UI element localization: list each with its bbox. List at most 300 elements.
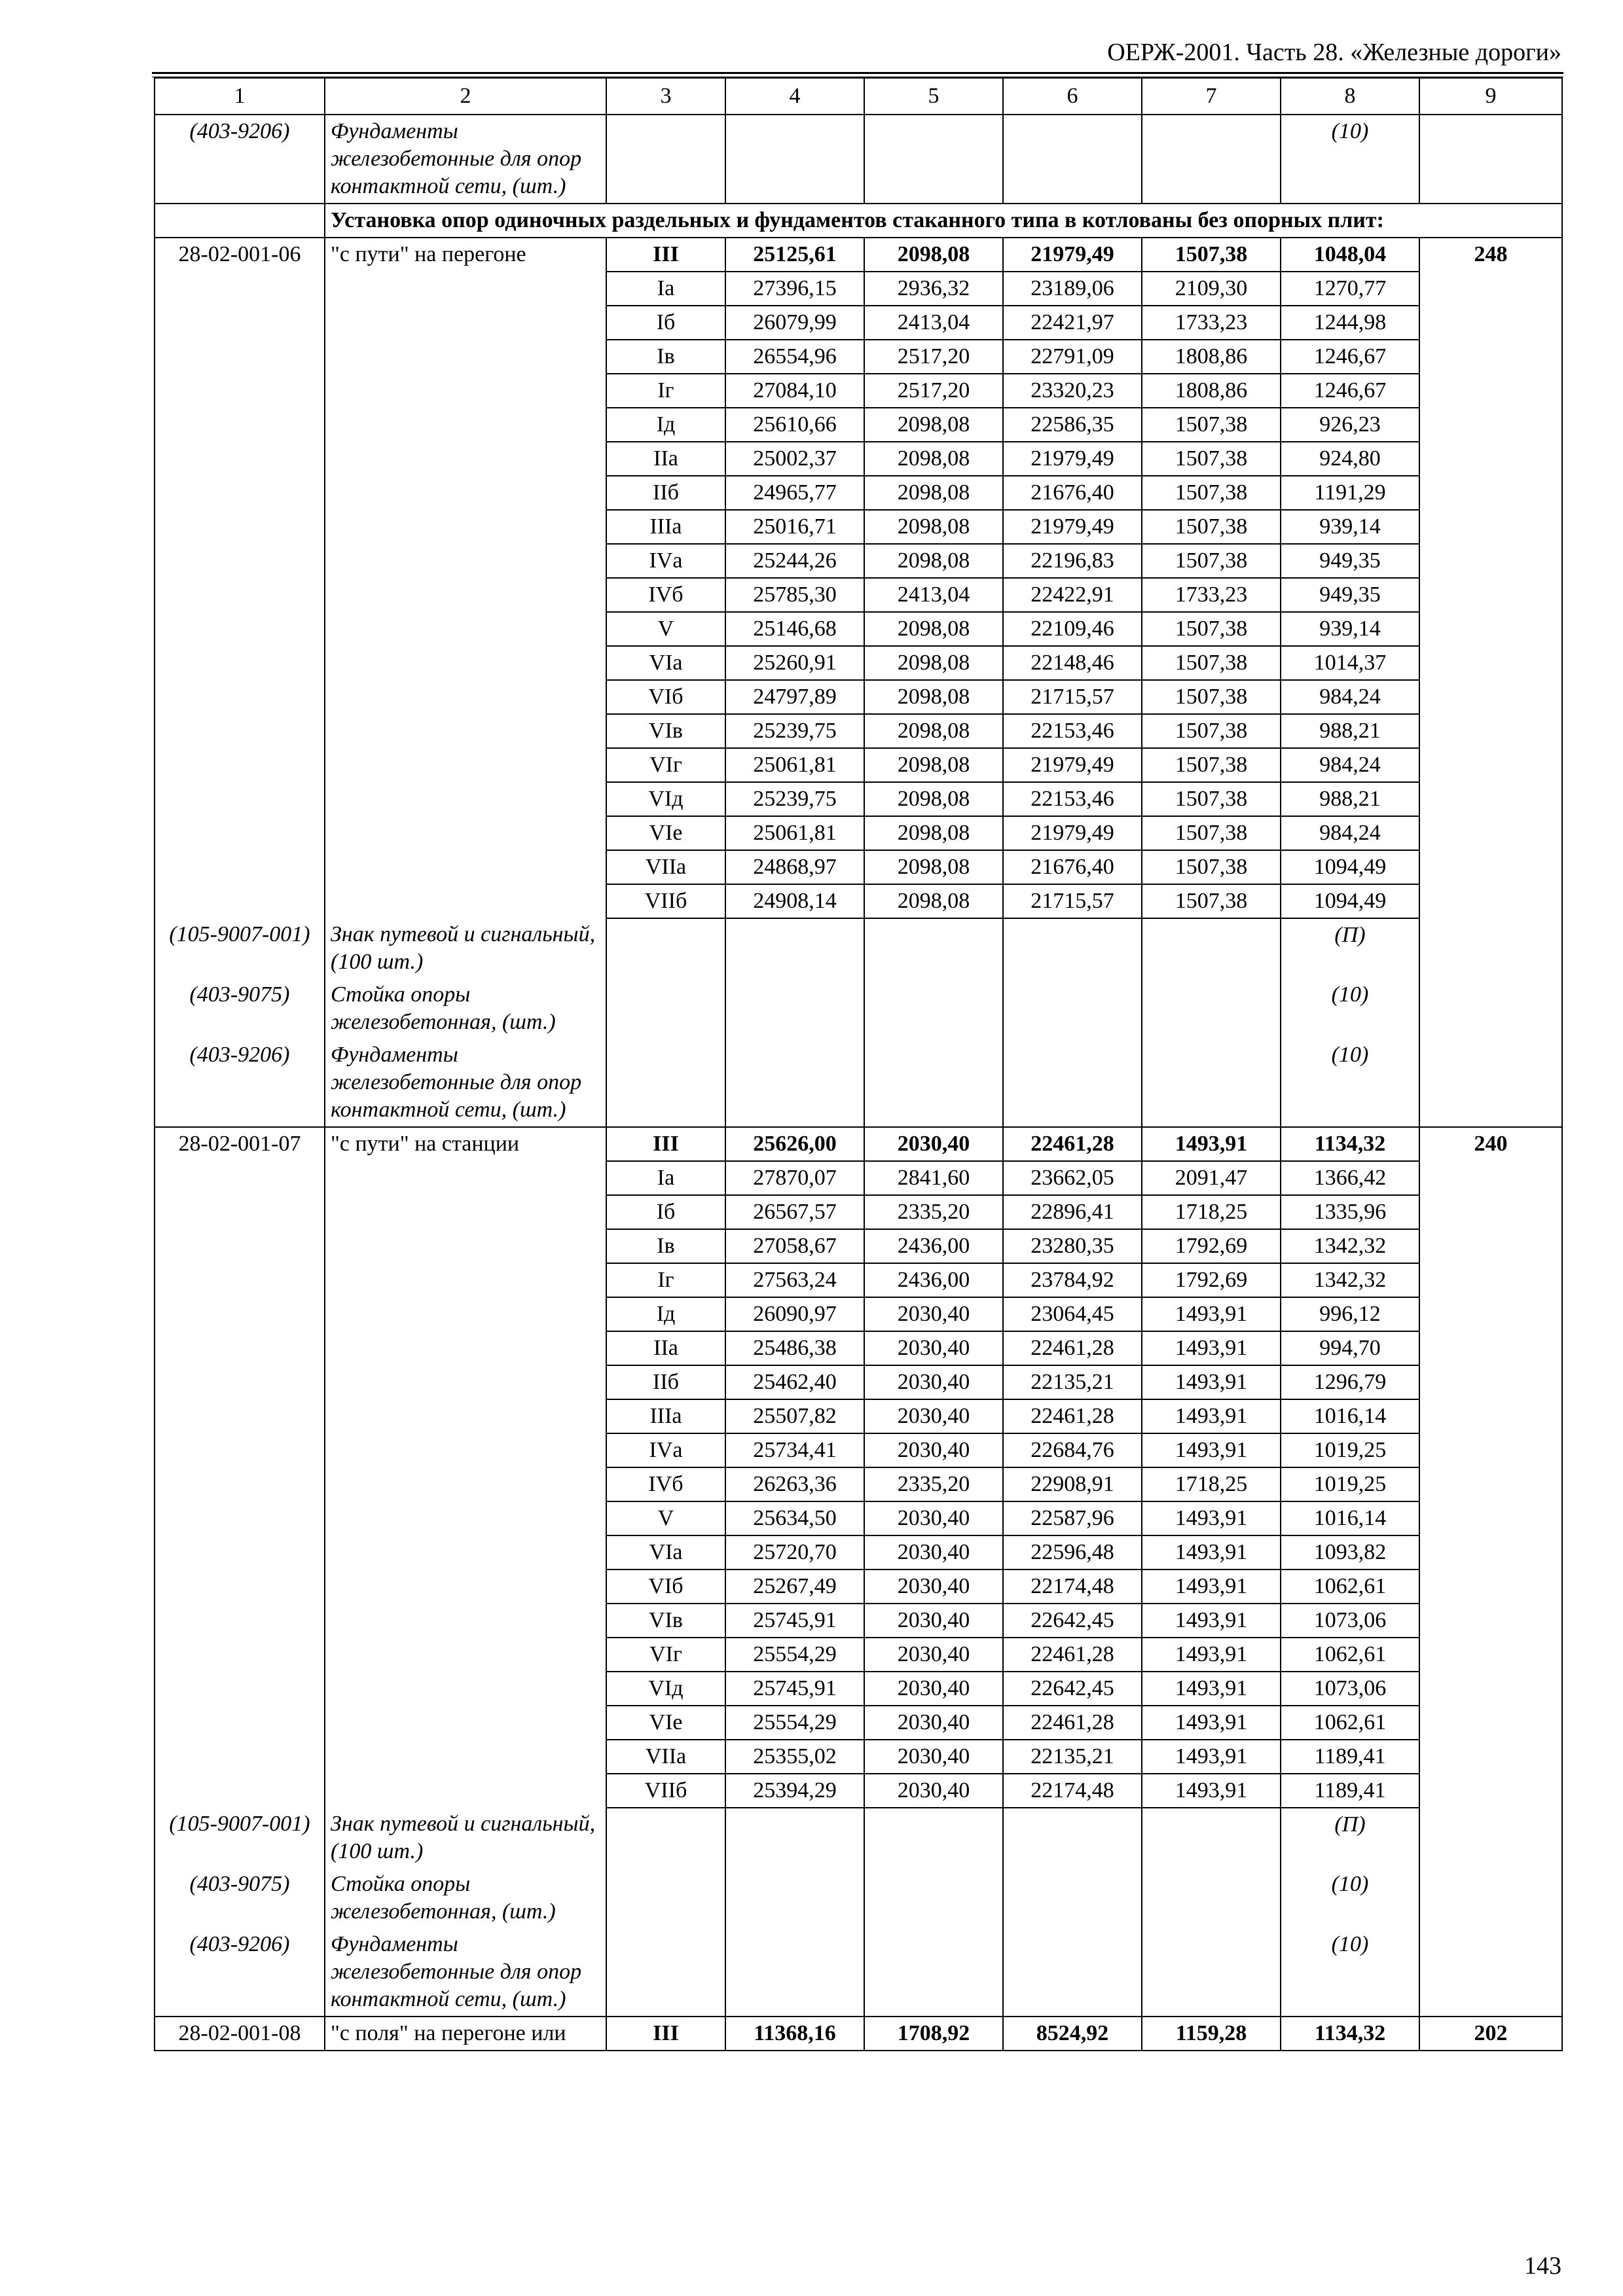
- zone-cell: Iа: [606, 272, 725, 306]
- material-name: Фундаменты железобетонные для опор контактной сети, (шт.): [325, 1039, 606, 1127]
- material-row: [155, 1039, 1562, 1127]
- value-cell: 2413,04: [864, 578, 1003, 612]
- table-row: [155, 748, 1562, 782]
- table-cell: [325, 1195, 606, 1229]
- rate-description: "с пути" на перегоне: [325, 238, 606, 272]
- value-cell: 1493,91: [1142, 1672, 1281, 1706]
- value-cell: 2030,40: [864, 1570, 1003, 1604]
- material-row: [155, 978, 1562, 1039]
- value-cell: 27396,15: [725, 272, 864, 306]
- table-cell: [1419, 1365, 1562, 1399]
- value-cell: 25486,38: [725, 1331, 864, 1365]
- table-cell: [1003, 978, 1142, 1039]
- value-cell: 23189,06: [1003, 272, 1142, 306]
- value-cell: 11368,16: [725, 2017, 864, 2051]
- table-row: [155, 1399, 1562, 1433]
- table-row: [155, 646, 1562, 680]
- table-cell: [325, 816, 606, 850]
- column-numbers-row: [155, 78, 1562, 115]
- material-code: (403-9075): [155, 978, 325, 1039]
- table-cell: [864, 1039, 1003, 1127]
- value-cell: 2436,00: [864, 1229, 1003, 1263]
- table-cell: [1419, 408, 1562, 442]
- table-row: [155, 1706, 1562, 1740]
- table-cell: [155, 1604, 325, 1638]
- table-cell: [325, 1161, 606, 1195]
- value-cell: 25394,29: [725, 1774, 864, 1808]
- column-number: 3: [606, 78, 725, 115]
- value-cell: 2030,40: [864, 1535, 1003, 1570]
- table-row: [155, 1774, 1562, 1808]
- table-cell: [155, 1706, 325, 1740]
- column-number: 4: [725, 78, 864, 115]
- table-cell: [325, 1297, 606, 1331]
- value-cell: 25745,91: [725, 1604, 864, 1638]
- value-cell: 2030,40: [864, 1706, 1003, 1740]
- zone-cell: IIб: [606, 1365, 725, 1399]
- value-cell: 23320,23: [1003, 374, 1142, 408]
- zone-cell: V: [606, 1501, 725, 1535]
- table-cell: [606, 1808, 725, 1868]
- value-cell: 1073,06: [1281, 1604, 1419, 1638]
- table-cell: [1419, 1501, 1562, 1535]
- price-table: [154, 77, 1563, 2051]
- table-row: [155, 612, 1562, 646]
- table-row: [155, 1672, 1562, 1706]
- col9-value: 240: [1419, 1127, 1562, 1161]
- value-cell: 2098,08: [864, 544, 1003, 578]
- value-cell: 22461,28: [1003, 1638, 1142, 1672]
- table-cell: [155, 544, 325, 578]
- zone-cell: VIе: [606, 816, 725, 850]
- value-cell: 22461,28: [1003, 1706, 1142, 1740]
- table-cell: [1419, 1399, 1562, 1433]
- value-cell: 1507,38: [1142, 782, 1281, 816]
- value-cell: 22586,35: [1003, 408, 1142, 442]
- value-cell: 984,24: [1281, 816, 1419, 850]
- value-cell: 2413,04: [864, 306, 1003, 340]
- table-row: [155, 1433, 1562, 1467]
- value-cell: 2436,00: [864, 1263, 1003, 1297]
- value-cell: 1189,41: [1281, 1740, 1419, 1774]
- value-cell: 1493,91: [1142, 1604, 1281, 1638]
- value-cell: 1733,23: [1142, 306, 1281, 340]
- material-name: Знак путевой и сигнальный, (100 шт.): [325, 1808, 606, 1868]
- value-cell: 22135,21: [1003, 1740, 1142, 1774]
- value-cell: 1493,91: [1142, 1740, 1281, 1774]
- table-cell: [1419, 510, 1562, 544]
- table-cell: [606, 1868, 725, 1928]
- value-cell: 22174,48: [1003, 1570, 1142, 1604]
- value-cell: 949,35: [1281, 578, 1419, 612]
- value-cell: 939,14: [1281, 612, 1419, 646]
- zone-cell: VIIб: [606, 1774, 725, 1808]
- zone-cell: VIг: [606, 1638, 725, 1672]
- table-row: [155, 1535, 1562, 1570]
- value-cell: 1159,28: [1142, 2017, 1281, 2051]
- value-cell: 22148,46: [1003, 646, 1142, 680]
- table-cell: [155, 1501, 325, 1535]
- table-cell: [325, 1570, 606, 1604]
- value-cell: 1718,25: [1142, 1195, 1281, 1229]
- value-cell: 2098,08: [864, 476, 1003, 510]
- table-cell: [155, 476, 325, 510]
- value-cell: 27870,07: [725, 1161, 864, 1195]
- table-cell: [1142, 1039, 1281, 1127]
- zone-cell: V: [606, 612, 725, 646]
- table-row: [155, 1127, 1562, 1161]
- value-cell: 21979,49: [1003, 816, 1142, 850]
- table-cell: [725, 1868, 864, 1928]
- zone-cell: VIв: [606, 714, 725, 748]
- table-cell: [325, 544, 606, 578]
- value-cell: 22421,97: [1003, 306, 1142, 340]
- value-cell: 25720,70: [725, 1535, 864, 1570]
- table-cell: [155, 680, 325, 714]
- value-cell: 22642,45: [1003, 1604, 1142, 1638]
- value-cell: 22684,76: [1003, 1433, 1142, 1467]
- zone-cell: III: [606, 2017, 725, 2051]
- rate-code: 28-02-001-06: [155, 238, 325, 272]
- zone-cell: Iг: [606, 1263, 725, 1297]
- table-row: [155, 1638, 1562, 1672]
- value-cell: 1191,29: [1281, 476, 1419, 510]
- zone-cell: VIг: [606, 748, 725, 782]
- table-row: [155, 1161, 1562, 1195]
- value-cell: 2841,60: [864, 1161, 1003, 1195]
- table-row: [155, 680, 1562, 714]
- table-cell: [155, 612, 325, 646]
- value-cell: 1507,38: [1142, 612, 1281, 646]
- table-cell: [325, 1638, 606, 1672]
- table-cell: [325, 1774, 606, 1808]
- table-cell: [325, 1740, 606, 1774]
- table-cell: [155, 850, 325, 884]
- value-cell: 22135,21: [1003, 1365, 1142, 1399]
- value-cell: 22791,09: [1003, 340, 1142, 374]
- table-cell: [1003, 1039, 1142, 1127]
- material-qty: (10): [1281, 1928, 1419, 2017]
- value-cell: 1493,91: [1142, 1433, 1281, 1467]
- table-row: [155, 1740, 1562, 1774]
- value-cell: 25146,68: [725, 612, 864, 646]
- zone-cell: VIд: [606, 1672, 725, 1706]
- zone-cell: VIв: [606, 1604, 725, 1638]
- value-cell: 1507,38: [1142, 510, 1281, 544]
- col9-value: 202: [1419, 2017, 1562, 2051]
- material-qty: (П): [1281, 1808, 1419, 1868]
- value-cell: 25507,82: [725, 1399, 864, 1433]
- value-cell: 2030,40: [864, 1399, 1003, 1433]
- value-cell: 27084,10: [725, 374, 864, 408]
- zone-cell: VIIа: [606, 850, 725, 884]
- table-cell: [155, 1535, 325, 1570]
- value-cell: 939,14: [1281, 510, 1419, 544]
- value-cell: 23280,35: [1003, 1229, 1142, 1263]
- value-cell: 1094,49: [1281, 884, 1419, 918]
- table-cell: [325, 884, 606, 918]
- value-cell: 1493,91: [1142, 1706, 1281, 1740]
- material-code: (403-9206): [155, 115, 325, 204]
- zone-cell: VIд: [606, 782, 725, 816]
- value-cell: 25610,66: [725, 408, 864, 442]
- table-cell: [864, 978, 1003, 1039]
- value-cell: 1507,38: [1142, 816, 1281, 850]
- zone-cell: Iб: [606, 1195, 725, 1229]
- zone-cell: VIIа: [606, 1740, 725, 1774]
- value-cell: 2030,40: [864, 1501, 1003, 1535]
- material-qty: (10): [1281, 1039, 1419, 1127]
- table-cell: [1419, 850, 1562, 884]
- value-cell: 1507,38: [1142, 714, 1281, 748]
- value-cell: 25267,49: [725, 1570, 864, 1604]
- col9-value: 248: [1419, 238, 1562, 272]
- value-cell: 2098,08: [864, 850, 1003, 884]
- value-cell: 1808,86: [1142, 374, 1281, 408]
- table-cell: [1419, 1263, 1562, 1297]
- table-row: [155, 340, 1562, 374]
- table-cell: [325, 680, 606, 714]
- value-cell: 22642,45: [1003, 1672, 1142, 1706]
- value-cell: 1342,32: [1281, 1229, 1419, 1263]
- value-cell: 1016,14: [1281, 1501, 1419, 1535]
- table-cell: [606, 918, 725, 978]
- material-row: [155, 1928, 1562, 2017]
- table-row: [155, 782, 1562, 816]
- value-cell: 1507,38: [1142, 238, 1281, 272]
- table-cell: [325, 714, 606, 748]
- table-cell: [325, 1433, 606, 1467]
- material-qty: (10): [1281, 1868, 1419, 1928]
- table-cell: [1419, 374, 1562, 408]
- value-cell: 22587,96: [1003, 1501, 1142, 1535]
- table-cell: [1419, 1195, 1562, 1229]
- table-cell: [155, 884, 325, 918]
- zone-cell: Iв: [606, 1229, 725, 1263]
- value-cell: 25260,91: [725, 646, 864, 680]
- table-row: [155, 408, 1562, 442]
- value-cell: 25634,50: [725, 1501, 864, 1535]
- zone-cell: IIIа: [606, 510, 725, 544]
- table-cell: [325, 1604, 606, 1638]
- table-cell: [155, 578, 325, 612]
- value-cell: 22461,28: [1003, 1331, 1142, 1365]
- zone-cell: IVа: [606, 1433, 725, 1467]
- value-cell: 1507,38: [1142, 476, 1281, 510]
- material-row: [155, 1868, 1562, 1928]
- table-cell: [155, 1672, 325, 1706]
- zone-cell: VIIб: [606, 884, 725, 918]
- table-cell: [325, 340, 606, 374]
- table-cell: [1142, 918, 1281, 978]
- value-cell: 25061,81: [725, 816, 864, 850]
- material-code: (403-9206): [155, 1039, 325, 1127]
- table-row: [155, 578, 1562, 612]
- table-cell: [606, 1039, 725, 1127]
- value-cell: 2098,08: [864, 748, 1003, 782]
- value-cell: 2098,08: [864, 646, 1003, 680]
- column-number: 1: [155, 78, 325, 115]
- value-cell: 23784,92: [1003, 1263, 1142, 1297]
- value-cell: 2030,40: [864, 1604, 1003, 1638]
- table-cell: [155, 1399, 325, 1433]
- value-cell: 996,12: [1281, 1297, 1419, 1331]
- value-cell: 25626,00: [725, 1127, 864, 1161]
- value-cell: 24908,14: [725, 884, 864, 918]
- table-cell: [606, 1928, 725, 2017]
- table-cell: [155, 1161, 325, 1195]
- value-cell: 25125,61: [725, 238, 864, 272]
- table-row: [155, 1501, 1562, 1535]
- value-cell: 25554,29: [725, 1706, 864, 1740]
- table-cell: [325, 272, 606, 306]
- table-cell: [155, 1774, 325, 1808]
- value-cell: 25016,71: [725, 510, 864, 544]
- column-number: 2: [325, 78, 606, 115]
- value-cell: 26079,99: [725, 306, 864, 340]
- table-row: [155, 476, 1562, 510]
- table-row: [155, 1570, 1562, 1604]
- value-cell: 1507,38: [1142, 544, 1281, 578]
- table-cell: [1419, 1161, 1562, 1195]
- value-cell: 24965,77: [725, 476, 864, 510]
- value-cell: 22174,48: [1003, 1774, 1142, 1808]
- value-cell: 2030,40: [864, 1672, 1003, 1706]
- value-cell: 22196,83: [1003, 544, 1142, 578]
- zone-cell: VIа: [606, 1535, 725, 1570]
- table-row: [155, 306, 1562, 340]
- value-cell: 2098,08: [864, 884, 1003, 918]
- value-cell: 1493,91: [1142, 1331, 1281, 1365]
- table-cell: [1142, 1928, 1281, 2017]
- zone-cell: IVб: [606, 578, 725, 612]
- table-cell: [155, 1263, 325, 1297]
- table-cell: [1419, 476, 1562, 510]
- table-cell: [1419, 544, 1562, 578]
- value-cell: 1134,32: [1281, 2017, 1419, 2051]
- value-cell: 23662,05: [1003, 1161, 1142, 1195]
- value-cell: 1493,91: [1142, 1774, 1281, 1808]
- rate-code: 28-02-001-08: [155, 2017, 325, 2051]
- table-cell: [155, 782, 325, 816]
- value-cell: 2098,08: [864, 680, 1003, 714]
- material-qty: (10): [1281, 978, 1419, 1039]
- value-cell: 1493,91: [1142, 1297, 1281, 1331]
- value-cell: 1493,91: [1142, 1638, 1281, 1672]
- value-cell: 22153,46: [1003, 714, 1142, 748]
- value-cell: 1493,91: [1142, 1535, 1281, 1570]
- value-cell: 1507,38: [1142, 442, 1281, 476]
- table-cell: [325, 1501, 606, 1535]
- value-cell: 22461,28: [1003, 1399, 1142, 1433]
- table-row: [155, 1229, 1562, 1263]
- table-cell: [325, 578, 606, 612]
- table-cell: [1142, 1808, 1281, 1868]
- table-cell: [325, 306, 606, 340]
- value-cell: 25785,30: [725, 578, 864, 612]
- rate-code: 28-02-001-07: [155, 1127, 325, 1161]
- material-code: (403-9075): [155, 1868, 325, 1928]
- table-cell: [155, 714, 325, 748]
- table-row: [155, 1604, 1562, 1638]
- value-cell: 1246,67: [1281, 374, 1419, 408]
- table-row: [155, 238, 1562, 272]
- table-row: [155, 1263, 1562, 1297]
- table-cell: [1419, 816, 1562, 850]
- table-cell: [1419, 306, 1562, 340]
- table-cell: [155, 510, 325, 544]
- table-cell: [1419, 1706, 1562, 1740]
- table-cell: [155, 1467, 325, 1501]
- zone-cell: VIб: [606, 680, 725, 714]
- value-cell: 2098,08: [864, 816, 1003, 850]
- value-cell: 1507,38: [1142, 884, 1281, 918]
- table-cell: [325, 646, 606, 680]
- table-row: [155, 1365, 1562, 1399]
- value-cell: 1507,38: [1142, 748, 1281, 782]
- table-cell: [864, 918, 1003, 978]
- page-header: ОЕРЖ-2001. Часть 28. «Железные дороги»: [1107, 39, 1561, 66]
- table-cell: [325, 1467, 606, 1501]
- value-cell: 2030,40: [864, 1331, 1003, 1365]
- value-cell: 26567,57: [725, 1195, 864, 1229]
- table-cell: [1003, 1928, 1142, 2017]
- zone-cell: IIIа: [606, 1399, 725, 1433]
- value-cell: 2030,40: [864, 1638, 1003, 1672]
- value-cell: 25745,91: [725, 1672, 864, 1706]
- table-cell: [155, 442, 325, 476]
- value-cell: 1093,82: [1281, 1535, 1419, 1570]
- zone-cell: III: [606, 1127, 725, 1161]
- zone-cell: VIа: [606, 646, 725, 680]
- value-cell: 1296,79: [1281, 1365, 1419, 1399]
- value-cell: 21979,49: [1003, 510, 1142, 544]
- value-cell: 26090,97: [725, 1297, 864, 1331]
- value-cell: 949,35: [1281, 544, 1419, 578]
- value-cell: 2098,08: [864, 612, 1003, 646]
- table-cell: [1419, 1039, 1562, 1127]
- value-cell: 25061,81: [725, 748, 864, 782]
- table-cell: [864, 1928, 1003, 2017]
- value-cell: 8524,92: [1003, 2017, 1142, 2051]
- table-cell: [725, 1808, 864, 1868]
- table-row: [155, 1297, 1562, 1331]
- value-cell: 2030,40: [864, 1127, 1003, 1161]
- table-cell: [606, 978, 725, 1039]
- zone-cell: Iв: [606, 340, 725, 374]
- table-cell: [725, 978, 864, 1039]
- material-code: (403-9206): [155, 1928, 325, 2017]
- value-cell: 2098,08: [864, 510, 1003, 544]
- zone-cell: IIа: [606, 1331, 725, 1365]
- zone-cell: Iб: [606, 306, 725, 340]
- value-cell: 1507,38: [1142, 646, 1281, 680]
- table-cell: [325, 1229, 606, 1263]
- value-cell: 25554,29: [725, 1638, 864, 1672]
- table-cell: [1142, 978, 1281, 1039]
- value-cell: 24797,89: [725, 680, 864, 714]
- value-cell: 1062,61: [1281, 1638, 1419, 1672]
- table-cell: [155, 408, 325, 442]
- value-cell: 1808,86: [1142, 340, 1281, 374]
- value-cell: 1062,61: [1281, 1570, 1419, 1604]
- table-cell: [155, 1433, 325, 1467]
- value-cell: 1792,69: [1142, 1229, 1281, 1263]
- material-row: [155, 918, 1562, 978]
- material-code: (105-9007-001): [155, 918, 325, 978]
- zone-cell: IIа: [606, 442, 725, 476]
- zone-cell: VIб: [606, 1570, 725, 1604]
